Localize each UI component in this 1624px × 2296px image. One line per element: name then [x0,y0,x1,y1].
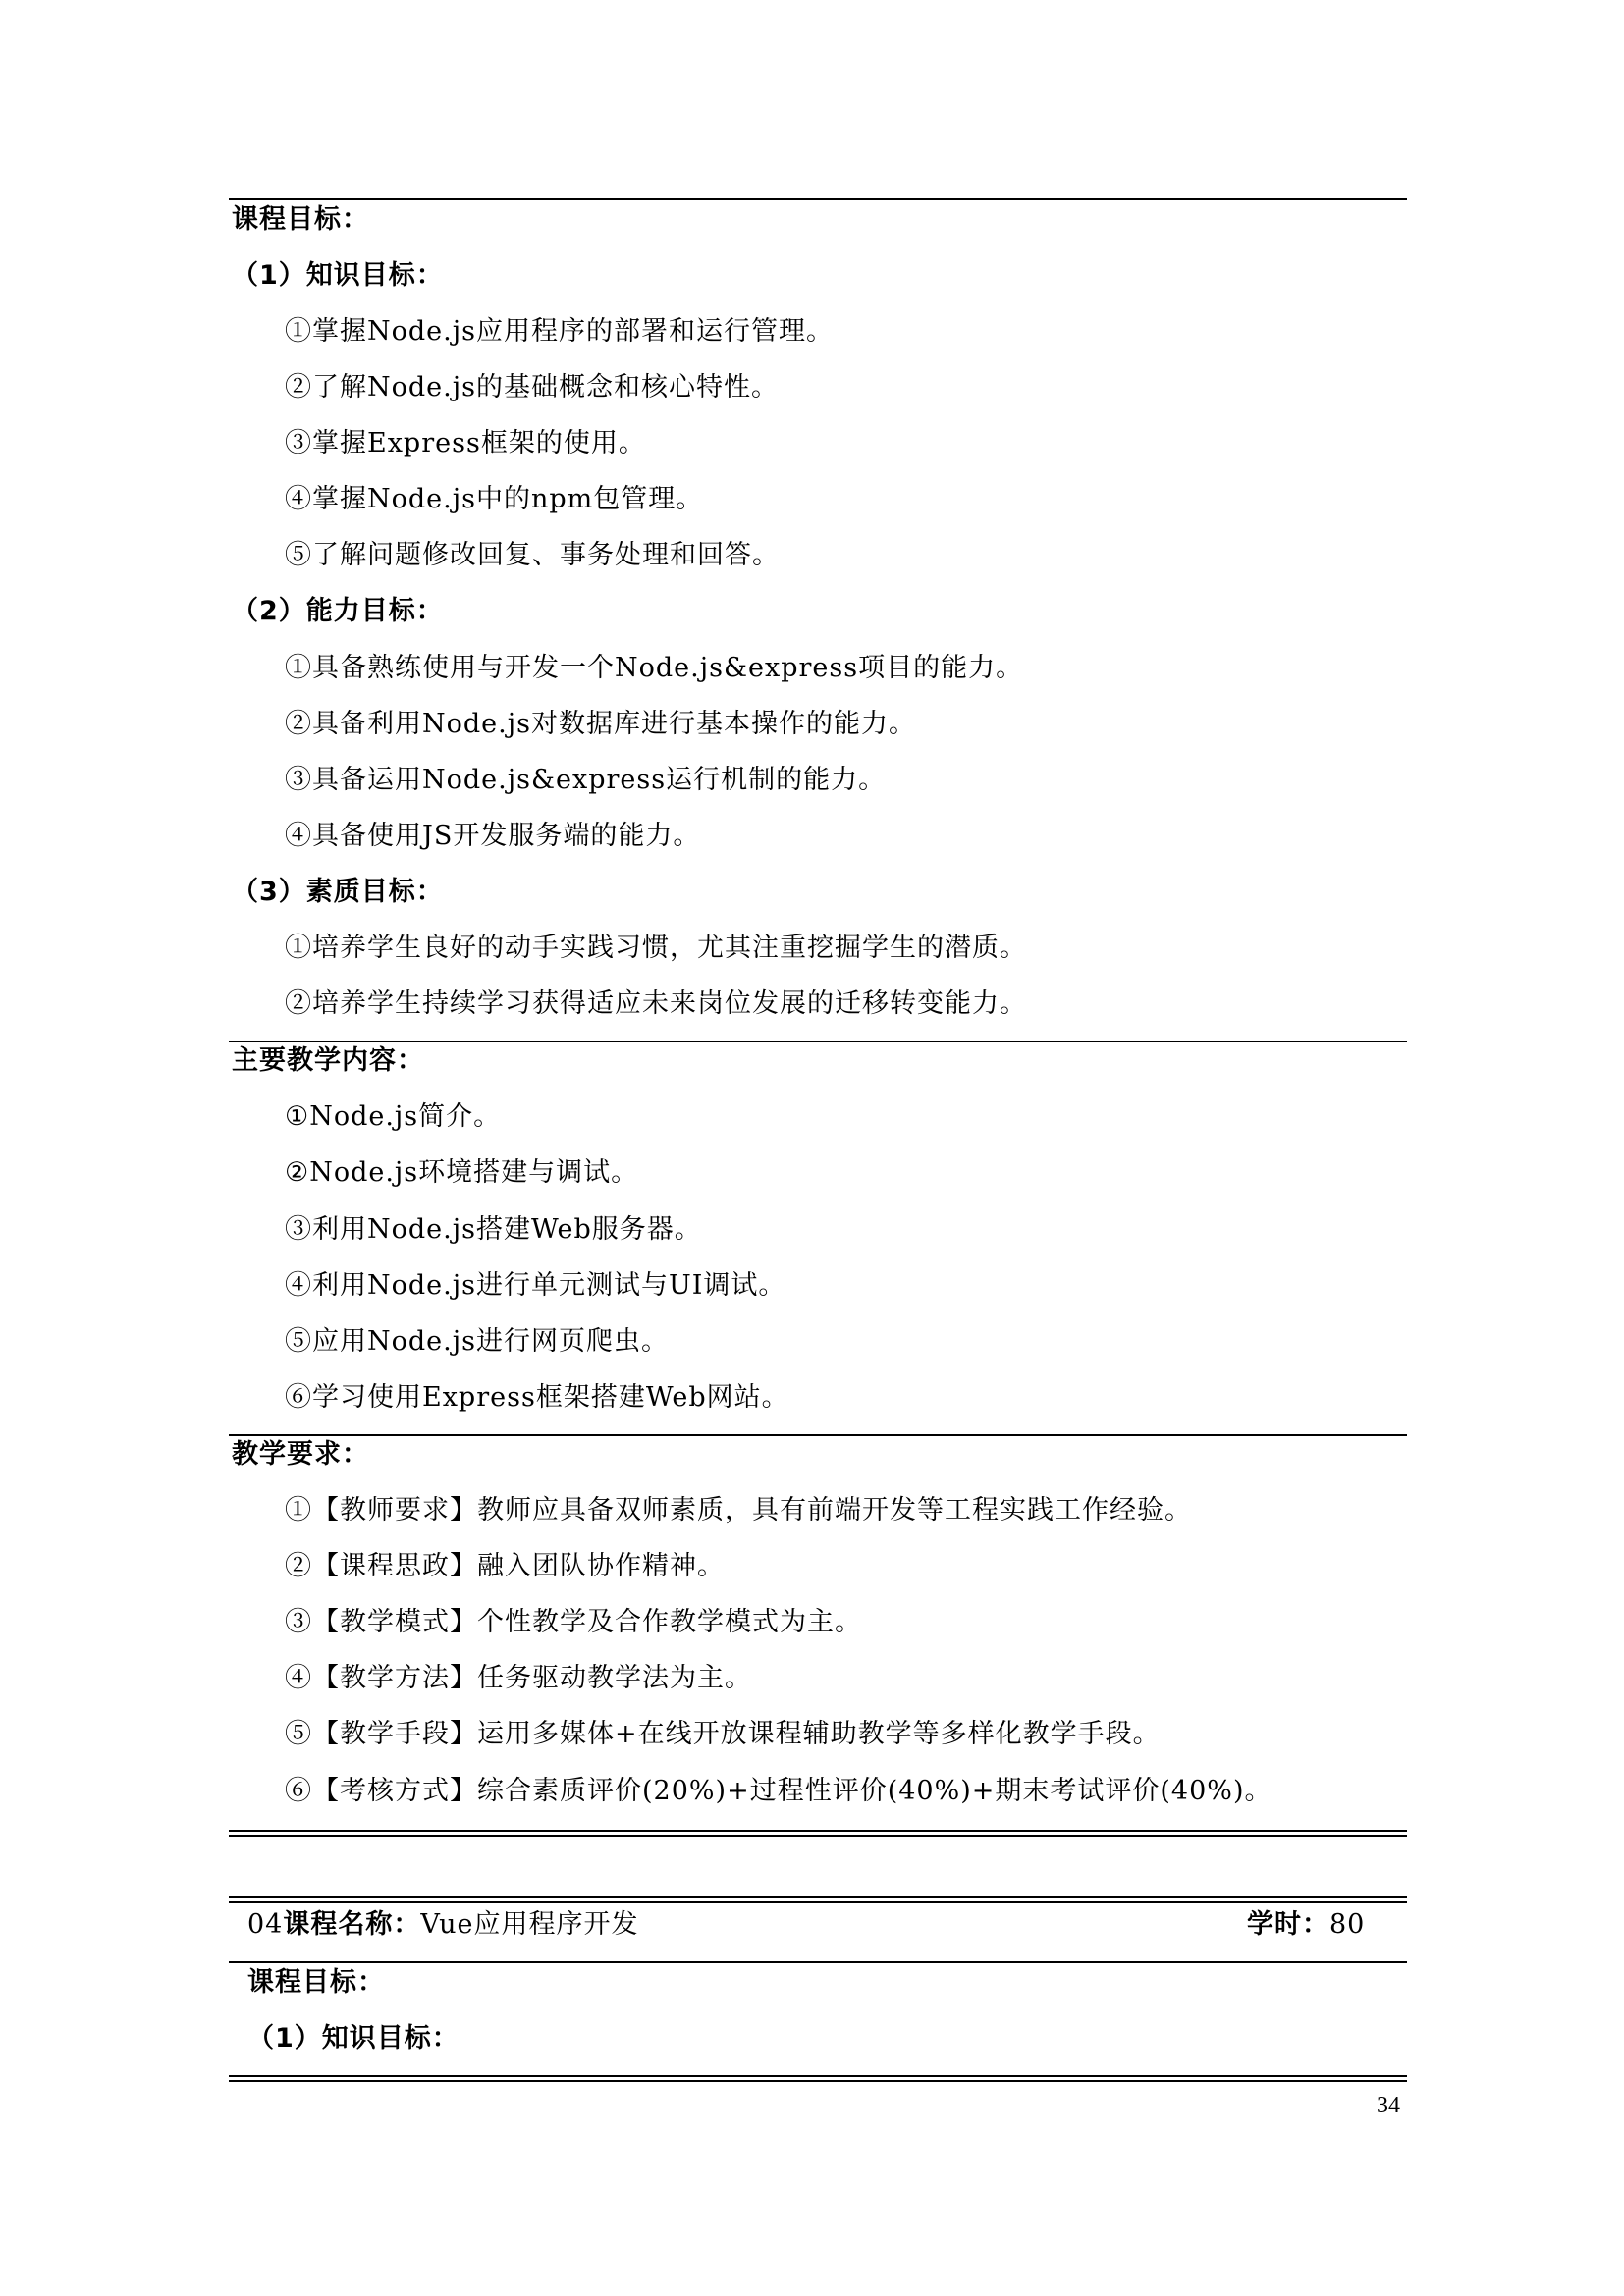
ability-goal-heading: （2）能力目标： [232,596,444,626]
content-item: ⑥学习使用Express框架搭建Web网站。 [285,1382,789,1413]
requirement-item: ①【教师要求】教师应具备双师素质，具有前端开发等工程实践工作经验。 [285,1495,1192,1525]
knowledge-item: ⑤了解问题修改回复、事务处理和回答。 [285,540,780,570]
requirement-item: ⑥【考核方式】综合素质评价(20%)+过程性评价(40%)+期末考试评价(40%)。 [285,1776,1272,1806]
course-name-label: 课程名称： [283,1909,421,1940]
knowledge-item: ③掌握Express框架的使用。 [285,428,646,458]
ability-item: ②具备利用Node.js对数据库进行基本操作的能力。 [285,709,916,739]
content-item: ①Node.js简介。 [285,1101,502,1132]
course-goal-heading: 课程目标： [232,204,369,235]
next-course-row [247,1905,639,1945]
content-item: ②Node.js环境搭建与调试。 [285,1157,639,1188]
course-number: 04 [247,1909,284,1940]
requirement-item: ③【教学模式】个性教学及合作教学模式为主。 [285,1607,862,1637]
content-item: ⑤应用Node.js进行网页爬虫。 [285,1326,669,1357]
requirement-item: ④【教学方法】任务驱动教学法为主。 [285,1663,752,1693]
quality-item: ①培养学生良好的动手实践习惯，尤其注重挖掘学生的潜质。 [285,933,1027,963]
quality-item: ②培养学生持续学习获得适应未来岗位发展的迁移转变能力。 [285,988,1027,1019]
page-number: 34 [1377,2093,1400,2118]
hours-value: 80 [1329,1909,1366,1940]
section-divider [229,1961,1407,1963]
course-hours [1247,1905,1365,1945]
knowledge-item: ②了解Node.js的基础概念和核心特性。 [285,372,779,402]
ability-item: ①具备熟练使用与开发一个Node.js&express项目的能力。 [285,653,1024,683]
content-item: ④利用Node.js进行单元测试与UI调试。 [285,1270,786,1301]
course-name: Vue应用程序开发 [420,1909,639,1940]
next-course-knowledge-heading: （1）知识目标： [247,2023,460,2054]
hours-label: 学时： [1247,1909,1329,1940]
content-item: ③利用Node.js搭建Web服务器。 [285,1214,702,1245]
teaching-content-heading: 主要教学内容： [232,1045,424,1076]
knowledge-item: ④掌握Node.js中的npm包管理。 [285,484,704,514]
requirement-item: ⑤【教学手段】运用多媒体+在线开放课程辅助教学等多样化教学手段。 [285,1719,1161,1749]
ability-item: ③具备运用Node.js&express运行机制的能力。 [285,765,887,795]
requirement-item: ②【课程思政】融入团队协作精神。 [285,1551,725,1581]
ability-item: ④具备使用JS开发服务端的能力。 [285,821,701,851]
teaching-requirements-heading: 教学要求： [232,1439,369,1469]
quality-goal-heading: （3）素质目标： [232,877,444,907]
top-rule [229,198,1407,200]
knowledge-goal-heading: （1）知识目标： [232,260,444,291]
section-divider [229,1434,1407,1436]
page-bottom-double-rule [229,2075,1407,2082]
next-table-top-double-rule [229,1896,1407,1903]
table-end-double-rule [229,1830,1407,1837]
next-course-goal-heading: 课程目标： [247,1967,385,1998]
knowledge-item: ①掌握Node.js应用程序的部署和运行管理。 [285,316,834,347]
